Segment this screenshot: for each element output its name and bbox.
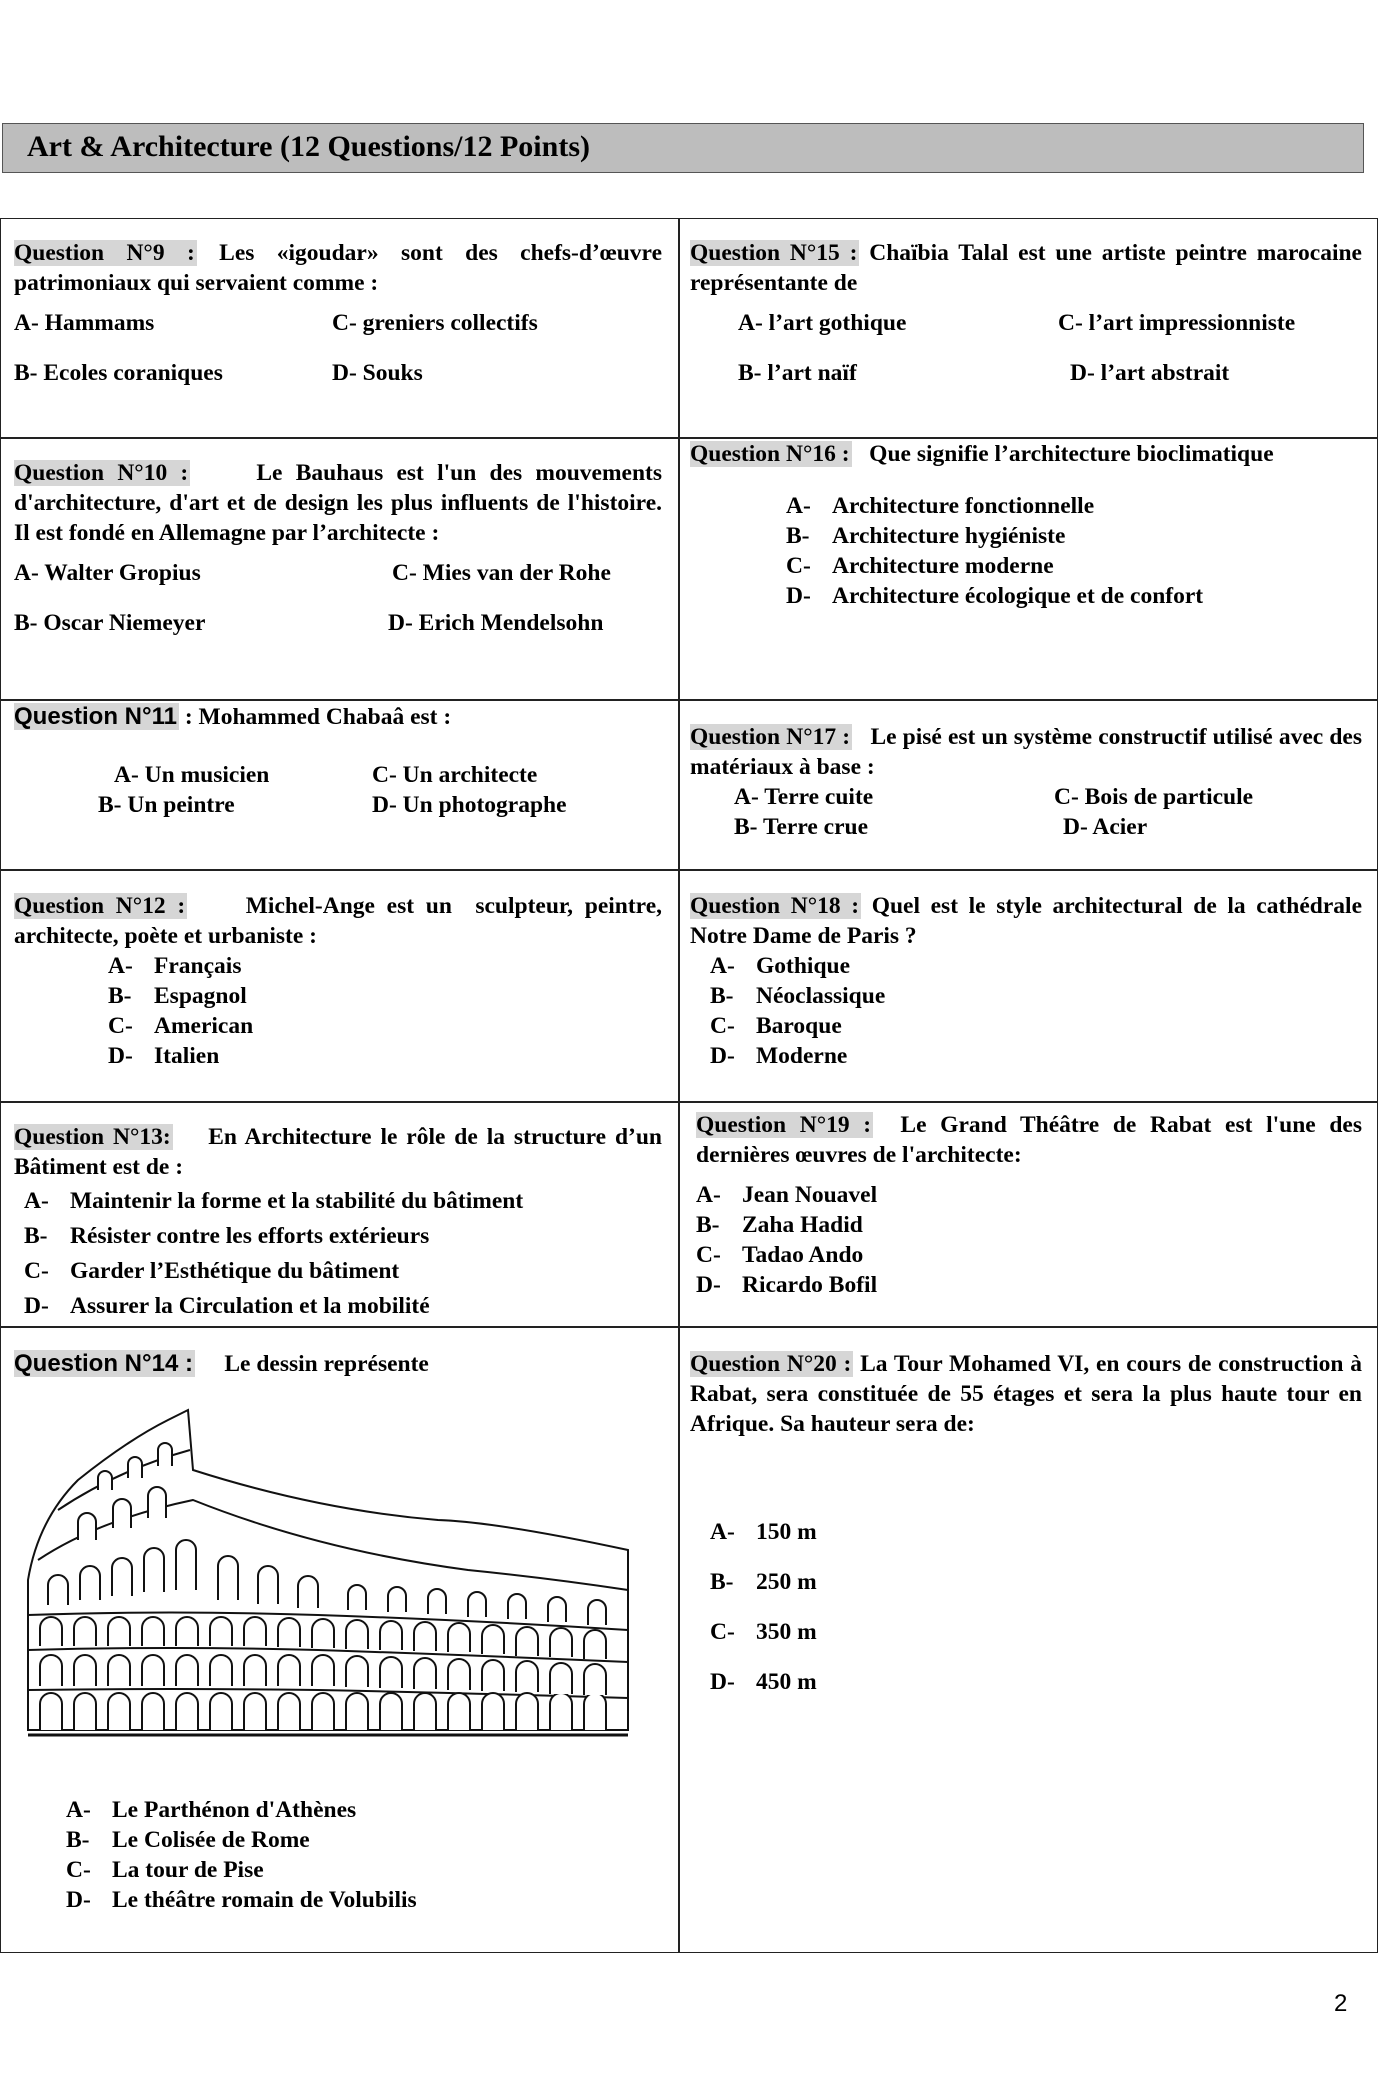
question-15-option-c[interactable]: C- l’art impressionniste bbox=[1058, 310, 1296, 336]
question-14-text: Question N°14 : Le dessin représente bbox=[14, 1350, 429, 1377]
question-9-text: Question N°9 : Les «igoudar» sont des chefs-d’œuvre patrimoniaux qui servaient comme : bbox=[14, 240, 662, 296]
question-16 bbox=[690, 439, 1362, 611]
question-14 bbox=[14, 1349, 662, 1379]
question-20-option-c[interactable]: C- 350 m bbox=[710, 1619, 817, 1645]
question-14-options-wrap bbox=[66, 1795, 626, 1915]
question-18-text: Question N°18 : Quel est le style architectural de la cathédrale Notre Dame de Paris ? bbox=[690, 893, 1363, 949]
question-11-label: Question N°11 bbox=[14, 703, 177, 730]
question-18-label: Question N°18 : bbox=[690, 893, 860, 919]
question-14-option-a[interactable]: A- Le Parthénon d'Athènes bbox=[66, 1797, 357, 1823]
question-17-option-d[interactable]: D- Acier bbox=[1063, 814, 1148, 840]
question-13-option-c[interactable]: C- Garder l’Esthétique du bâtiment bbox=[24, 1258, 400, 1284]
question-19-option-a[interactable]: A- Jean Nouavel bbox=[696, 1182, 878, 1208]
column-divider bbox=[678, 219, 680, 1952]
question-16-option-c[interactable]: C- Architecture moderne bbox=[786, 553, 1054, 579]
question-19-text: Question N°19 : Le Grand Théâtre de Rabat est l'une des dernières œuvres de l'architecte: bbox=[696, 1112, 1368, 1168]
question-11-option-d[interactable]: D- Un photographe bbox=[372, 792, 567, 818]
question-9 bbox=[14, 238, 662, 398]
question-15-option-b[interactable]: B- l’art naïf bbox=[738, 360, 857, 386]
question-20-option-b[interactable]: B- 250 m bbox=[710, 1569, 817, 1595]
question-20-option-a[interactable]: A- 150 m bbox=[710, 1519, 817, 1545]
question-15-text: Question N°15 : Chaïbia Talal est une artiste peintre marocaine représentante de bbox=[690, 240, 1362, 296]
question-14-option-d[interactable]: D- Le théâtre romain de Volubilis bbox=[66, 1887, 417, 1913]
question-11-option-c[interactable]: C- Un architecte bbox=[372, 762, 538, 788]
question-20 bbox=[690, 1349, 1362, 1707]
section-title: Art & Architecture (12 Questions/12 Points) bbox=[27, 130, 590, 163]
question-18-options bbox=[710, 951, 1362, 1071]
question-17 bbox=[690, 722, 1368, 844]
question-17-options bbox=[690, 782, 1362, 844]
question-12-label: Question N°12 : bbox=[14, 893, 186, 919]
question-9-options-row-1 bbox=[14, 298, 662, 348]
question-18-option-a[interactable]: A- Gothique bbox=[710, 953, 851, 979]
question-19 bbox=[696, 1110, 1368, 1300]
question-13-option-b[interactable]: B- Résister contre les efforts extérieurs bbox=[24, 1223, 430, 1249]
row-divider bbox=[1, 1326, 1377, 1328]
row-divider bbox=[1, 699, 1377, 701]
question-20-label: Question N°20 : bbox=[690, 1351, 852, 1377]
question-17-label: Question N°17 : bbox=[690, 724, 851, 750]
question-13-options bbox=[24, 1184, 662, 1324]
question-15 bbox=[690, 238, 1362, 398]
question-19-option-d[interactable]: D- Ricardo Bofil bbox=[696, 1272, 878, 1298]
row-divider bbox=[1, 869, 1377, 871]
question-9-options-row-2 bbox=[14, 348, 662, 398]
question-9-option-a[interactable]: A- Hammams bbox=[14, 310, 155, 336]
question-18-option-d[interactable]: D- Moderne bbox=[710, 1043, 848, 1069]
question-17-text: Question N°17 : Le pisé est un système constructif utilisé avec des matériaux à base : bbox=[690, 724, 1368, 780]
question-9-option-c[interactable]: C- greniers collectifs bbox=[332, 310, 538, 336]
question-12 bbox=[14, 891, 668, 1071]
question-12-text: Question N°12 : Michel-Ange est un sculpteur, peintre, architecte, poète et urbaniste : bbox=[14, 893, 668, 949]
question-11-option-a[interactable]: A- Un musicien bbox=[114, 762, 270, 788]
question-20-options bbox=[710, 1507, 1362, 1707]
question-14-option-c[interactable]: C- La tour de Pise bbox=[66, 1857, 264, 1883]
question-19-option-b[interactable]: B- Zaha Hadid bbox=[696, 1212, 863, 1238]
question-9-option-b[interactable]: B- Ecoles coraniques bbox=[14, 360, 223, 386]
question-12-option-a[interactable]: A- Français bbox=[108, 953, 242, 979]
question-19-option-c[interactable]: C- Tadao Ando bbox=[696, 1242, 864, 1268]
question-10-option-c[interactable]: C- Mies van der Rohe bbox=[392, 560, 611, 586]
question-17-option-a[interactable]: A- Terre cuite bbox=[734, 784, 874, 810]
question-10-option-d[interactable]: D- Erich Mendelsohn bbox=[388, 610, 604, 636]
question-10 bbox=[14, 458, 668, 648]
question-20-text: Question N°20 : La Tour Mohamed VI, en cours de construction à Rabat, sera constituée de 55 étages et sera la plus haute tour en Afrique. Sa hauteur sera de: bbox=[690, 1351, 1363, 1437]
question-15-options-row-2 bbox=[690, 348, 1362, 398]
question-16-label: Question N°16 : bbox=[690, 441, 850, 467]
question-13-text: Question N°13: En Architecture le rôle de la structure d’un Bâtiment est de : bbox=[14, 1124, 668, 1180]
question-12-option-b[interactable]: B- Espagnol bbox=[108, 983, 247, 1009]
question-17-option-c[interactable]: C- Bois de particule bbox=[1054, 784, 1254, 810]
question-18-option-b[interactable]: B- Néoclassique bbox=[710, 983, 886, 1009]
question-20-option-d[interactable]: D- 450 m bbox=[710, 1669, 817, 1695]
question-15-label: Question N°15 : bbox=[690, 240, 858, 266]
question-16-option-b[interactable]: B- Architecture hygiéniste bbox=[786, 523, 1066, 549]
question-19-options bbox=[696, 1180, 1362, 1300]
question-13-option-a[interactable]: A- Maintenir la forme et la stabilité du bâtiment bbox=[24, 1188, 524, 1214]
question-10-options-row-2 bbox=[14, 598, 662, 648]
page-number: 2 bbox=[1334, 1990, 1348, 2017]
question-9-option-d[interactable]: D- Souks bbox=[332, 360, 423, 386]
question-14-options bbox=[66, 1795, 626, 1915]
question-14-option-b[interactable]: B- Le Colisée de Rome bbox=[66, 1827, 310, 1853]
question-15-options-row-1 bbox=[690, 298, 1362, 348]
question-17-option-b[interactable]: B- Terre crue bbox=[734, 814, 869, 840]
question-18-option-c[interactable]: C- Baroque bbox=[710, 1013, 842, 1039]
question-14-label: Question N°14 : bbox=[14, 1350, 193, 1377]
question-10-options-row-1 bbox=[14, 548, 662, 598]
colosseum-drawing bbox=[18, 1400, 638, 1780]
question-15-option-a[interactable]: A- l’art gothique bbox=[738, 310, 907, 336]
question-12-option-c[interactable]: C- American bbox=[108, 1013, 254, 1039]
question-16-option-a[interactable]: A- Architecture fonctionnelle bbox=[786, 493, 1095, 519]
question-10-option-a[interactable]: A- Walter Gropius bbox=[14, 560, 201, 586]
question-19-label: Question N°19 : bbox=[696, 1112, 872, 1138]
question-12-option-d[interactable]: D- Italien bbox=[108, 1043, 220, 1069]
question-16-text: Question N°16 : Que signifie l’architecture bioclimatique bbox=[690, 441, 1274, 467]
row-divider bbox=[1, 1101, 1377, 1103]
question-11-text: Question N°11 : Mohammed Chabaâ est : bbox=[14, 703, 452, 730]
question-13-label: Question N°13: bbox=[14, 1124, 171, 1150]
question-10-label: Question N°10 : bbox=[14, 460, 189, 486]
question-13 bbox=[14, 1122, 668, 1324]
question-15-option-d[interactable]: D- l’art abstrait bbox=[1070, 360, 1230, 386]
question-9-label: Question N°9 : bbox=[14, 240, 195, 266]
question-18 bbox=[690, 891, 1362, 1071]
question-11-option-b[interactable]: B- Un peintre bbox=[98, 792, 235, 818]
question-11 bbox=[14, 702, 662, 830]
section-header bbox=[2, 123, 1364, 173]
question-10-text: Question N°10 : Le Bauhaus est l'un des mouvements d'architecture, d'art et de design les plus influents de l'histoire. Il est fondé en Allemagne par l’architecte : bbox=[14, 460, 668, 546]
question-13-option-d[interactable]: D- Assurer la Circulation et la mobilité bbox=[24, 1293, 430, 1319]
question-16-options bbox=[786, 491, 1362, 611]
question-10-option-b[interactable]: B- Oscar Niemeyer bbox=[14, 610, 206, 636]
question-12-options bbox=[108, 951, 662, 1071]
question-11-options bbox=[14, 760, 662, 830]
question-16-option-d[interactable]: D- Architecture écologique et de confort bbox=[786, 583, 1204, 609]
